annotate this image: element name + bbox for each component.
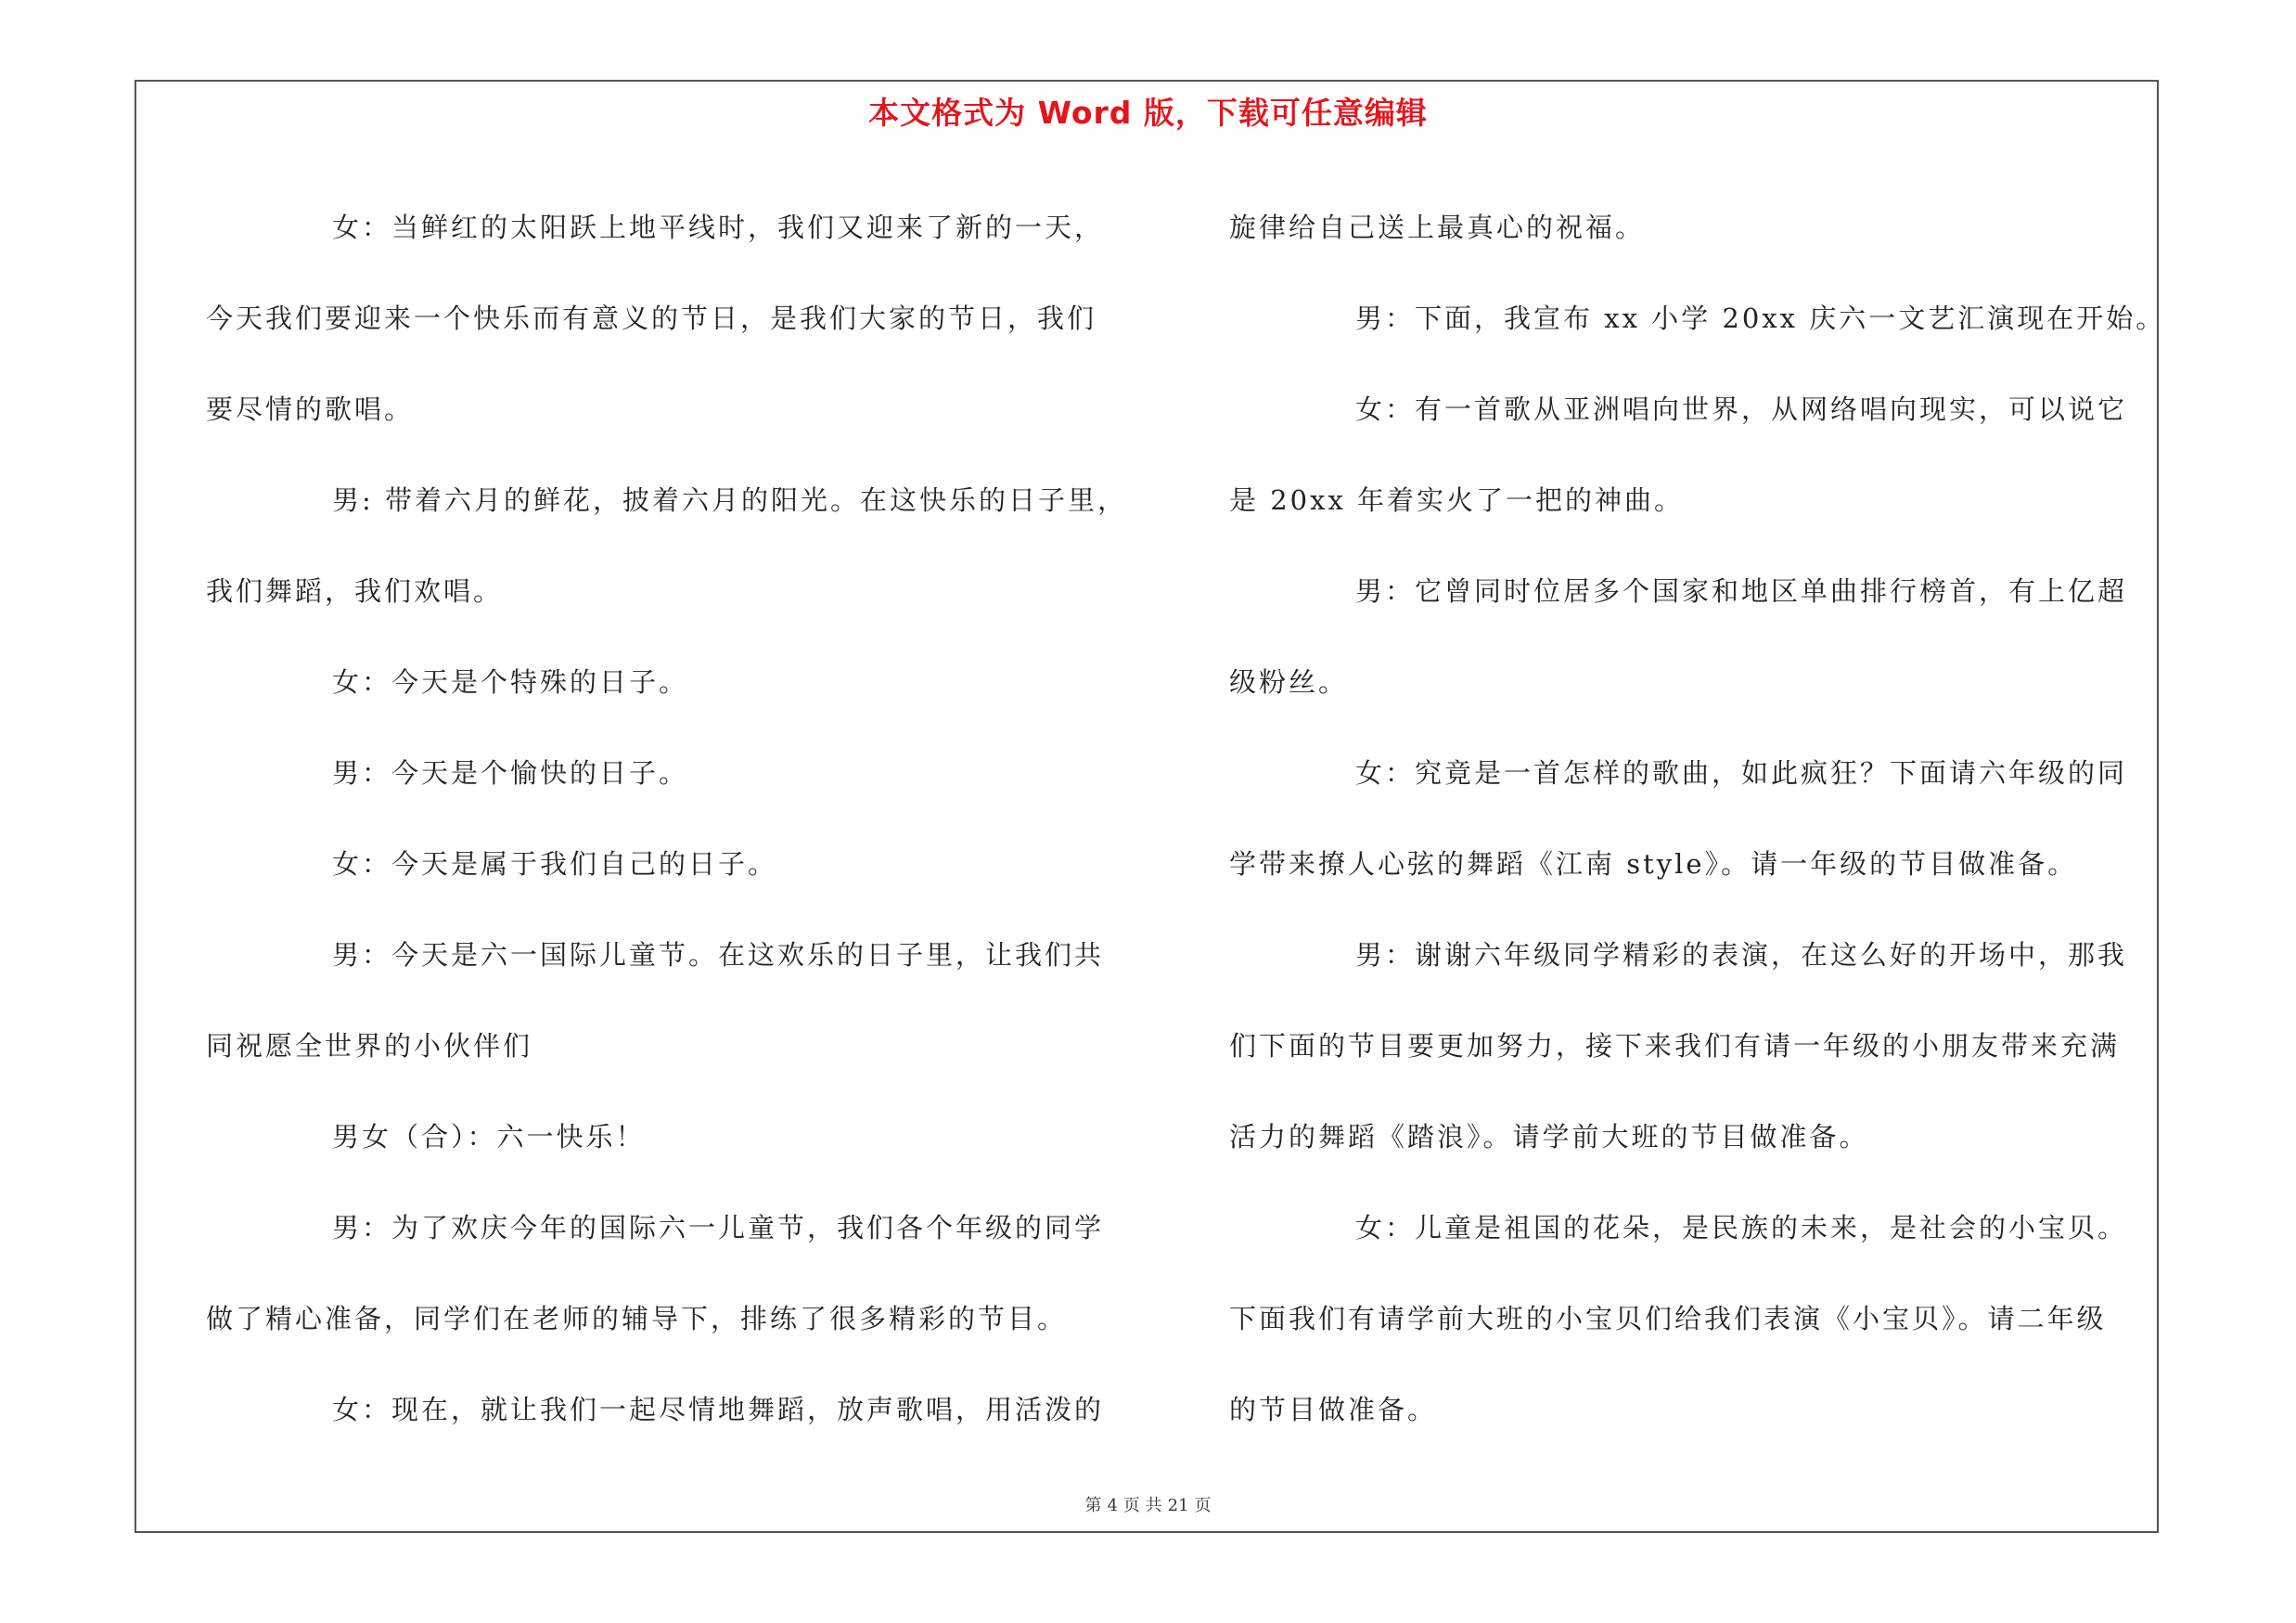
paragraph-line: 学带来撩人心弦的舞蹈《江南 style》。请一年级的节目做准备。 <box>1229 848 2078 880</box>
footer-middle: 页 共 <box>1122 1496 1162 1515</box>
paragraph-line: 活力的舞蹈《踏浪》。请学前大班的节目做准备。 <box>1229 1121 1869 1153</box>
paragraph-line: 我们舞蹈，我们欢唱。 <box>206 575 504 607</box>
paragraph-line: 男：谢谢六年级同学精彩的表演，在这么好的开场中，那我 <box>1355 939 2128 971</box>
paragraph-line: 同祝愿全世界的小伙伴们 <box>206 1030 533 1062</box>
right-text-column <box>1229 182 2166 1455</box>
paragraph-line: 女：今天是个特殊的日子。 <box>332 666 689 698</box>
total-page-count: 21 <box>1167 1496 1189 1515</box>
footer-suffix: 页 <box>1194 1496 1212 1515</box>
paragraph-line: 女：今天是属于我们自己的日子。 <box>332 848 778 880</box>
paragraph-line: 旋律给自己送上最真心的祝福。 <box>1229 212 1646 243</box>
left-text-column <box>206 182 1135 1455</box>
paragraph-line: 男女（合）：六一快乐！ <box>332 1121 646 1153</box>
format-notice-banner: 本文格式为 Word 版，下载可任意编辑 <box>868 95 1428 131</box>
paragraph-line: 男: 带着六月的鲜花，披着六月的阳光。在这快乐的日子里， <box>332 484 1127 516</box>
paragraph-line: 要尽情的歌唱。 <box>206 393 415 425</box>
current-page-number: 4 <box>1107 1496 1118 1515</box>
paragraph-line: 做了精心准备，同学们在老师的辅导下，排练了很多精彩的节目。 <box>206 1303 1068 1334</box>
paragraph-line: 级粉丝。 <box>1229 666 1349 698</box>
paragraph-line: 女：现在，就让我们一起尽情地舞蹈，放声歌唱，用活泼的 <box>332 1394 1105 1425</box>
paragraph-line: 男：为了欢庆今年的国际六一儿童节，我们各个年级的同学 <box>332 1212 1105 1243</box>
paragraph-line: 女：有一首歌从亚洲唱向世界，从网络唱向现实，可以说它 <box>1355 393 2128 425</box>
paragraph-line: 男：今天是个愉快的日子。 <box>332 757 689 789</box>
paragraph-line: 们下面的节目要更加努力，接下来我们有请一年级的小朋友带来充满 <box>1229 1030 2121 1062</box>
page-number-footer <box>0 1492 2296 1516</box>
footer-prefix: 第 <box>1084 1496 1102 1515</box>
paragraph-line: 下面我们有请学前大班的小宝贝们给我们表演《小宝贝》。请二年级 <box>1229 1303 2107 1334</box>
paragraph-line: 男：下面，我宣布 xx 小学 20xx 庆六一文艺汇演现在开始。 <box>1355 303 2166 334</box>
paragraph-line: 的节目做准备。 <box>1229 1394 1438 1425</box>
paragraph-line: 男：今天是六一国际儿童节。在这欢乐的日子里，让我们共 <box>332 939 1105 971</box>
paragraph-line: 女：当鲜红的太阳跃上地平线时，我们又迎来了新的一天， <box>332 212 1105 243</box>
paragraph-line: 女：究竟是一首怎样的歌曲，如此疯狂？下面请六年级的同 <box>1355 757 2128 789</box>
paragraph-line: 男：它曾同时位居多个国家和地区单曲排行榜首，有上亿超 <box>1355 575 2128 607</box>
paragraph-line: 今天我们要迎来一个快乐而有意义的节日，是我们大家的节日，我们 <box>206 303 1097 334</box>
paragraph-line: 女：儿童是祖国的花朵，是民族的未来，是社会的小宝贝。 <box>1355 1212 2128 1243</box>
paragraph-line: 是 20xx 年着实火了一把的神曲。 <box>1229 484 1685 516</box>
